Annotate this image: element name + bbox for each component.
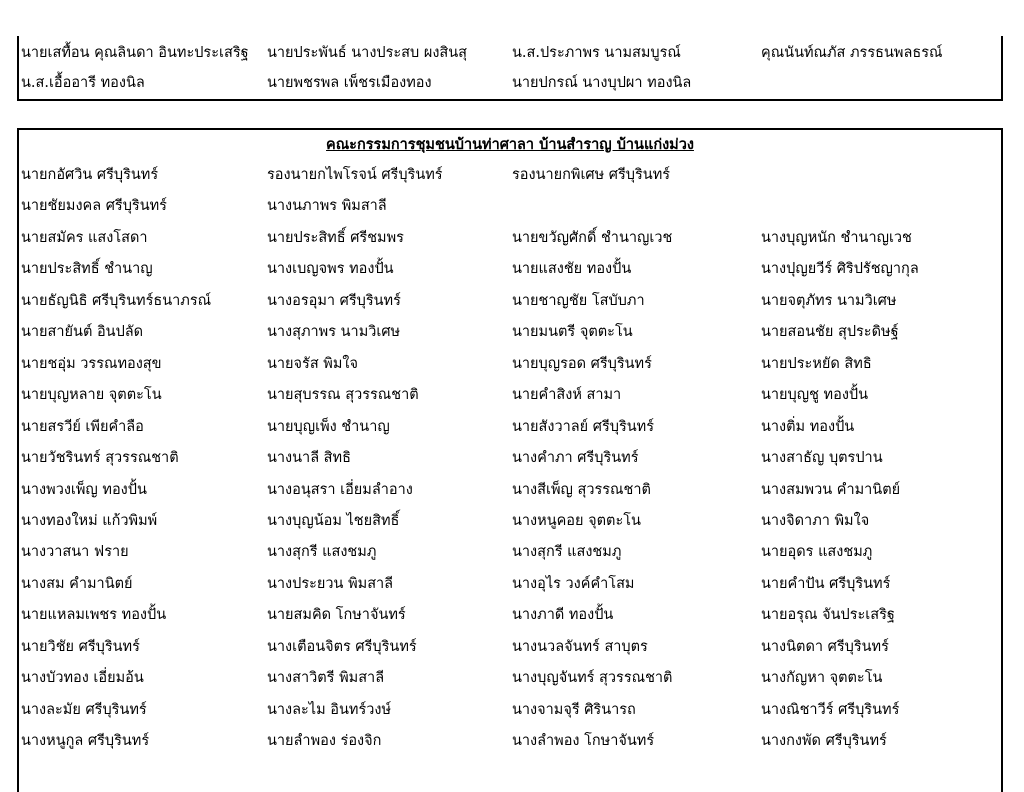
name-cell: นางลำพอง โกษาจันทร์ (512, 733, 655, 750)
name-cell: นายประสิทธิ์ ศรีชมพร (267, 229, 404, 246)
table-row (19, 537, 1001, 567)
name-cell: นายประสิทธิ์ ชำนาญ (21, 261, 153, 278)
name-cell: นางอุไร วงค์คำโสม (512, 575, 635, 592)
name-cell (761, 68, 997, 98)
name-cell: นางสุภาพร นามวิเศษ (267, 324, 401, 341)
name-cell: นายเสทื้อน คุณลินดา อินทะประเสริฐ (21, 45, 249, 61)
table-row (19, 443, 1001, 473)
name-cell: นางจิดาภา พิมใจ (761, 512, 870, 529)
name-cell: นางบัวทอง เอี่ยมอ้น (21, 670, 144, 687)
table-row (19, 569, 1001, 599)
name-cell: นางเตือนจิตร ศรีบุรินทร์ (267, 638, 417, 655)
table-row (19, 663, 1001, 693)
name-cell: นายสรวีย์ เพียคำลือ (21, 418, 144, 435)
name-cell: คุณนันท์ณภัส ภรรธนพลธรณ์ (761, 45, 943, 61)
name-cell: นายวิชัย ศรีบุรินทร์ (21, 638, 140, 655)
name-cell: นายประพันธ์ นางประสบ ผงสินสุ (267, 45, 468, 61)
name-cell: นายมนตรี จุตตะโน (512, 324, 633, 341)
name-cell: นางวาสนา ฟราย (21, 544, 129, 561)
name-cell: นางติ่ม ทองปั้น (761, 418, 855, 435)
committee-table (17, 128, 1003, 792)
table-row (19, 726, 1001, 756)
name-cell: นางกัญหา จุตตะโน (761, 670, 883, 687)
name-cell: นางคำภา ศรีบุรินทร์ (512, 450, 639, 467)
name-cell: นางณิชาวีร์ ศรีบุรินทร์ (761, 701, 900, 718)
table-row (19, 223, 1001, 253)
name-cell: นางสาธัญ บุตรปาน (761, 450, 883, 467)
name-cell: นายคำสิงห์ สามา (512, 387, 622, 404)
name-cell: นางหนูคอย จุตตะโน (512, 512, 641, 529)
name-cell: นายอุดร แสงชมภู (761, 544, 873, 561)
name-cell: นางนิตดา ศรีบุรินทร์ (761, 638, 889, 655)
name-cell: นายแสงชัย ทองปั้น (512, 261, 632, 278)
name-cell: นายบุญรอด ศรีบุรินทร์ (512, 355, 652, 372)
name-cell: นางปุญยวีร์ ศิริปรัชญากุล (761, 261, 919, 278)
name-cell: นางสมพวน คำมานิตย์ (761, 481, 901, 498)
name-cell: นางนวลจันทร์ สาบุตร (512, 638, 648, 655)
name-cell: นายบุญเพ็ง ชำนาญ (267, 418, 390, 435)
name-cell: นายชาญชัย โสบับภา (512, 292, 645, 309)
name-cell: นายจตุภัทร นามวิเศษ (761, 292, 897, 309)
table-row (19, 632, 1001, 662)
name-cell: นางอรอุมา ศรีบุรินทร์ (267, 292, 401, 309)
name-cell: นายจรัส พิมใจ (267, 355, 358, 372)
table-row (19, 380, 1001, 410)
table-row (19, 317, 1001, 347)
name-cell: นายสุบรรณ สุวรรณชาติ (267, 387, 419, 404)
name-cell: นางบุญหนัก ชำนาญเวช (761, 229, 912, 246)
name-cell: นางนาลี สิทธิ (267, 450, 351, 467)
name-cell: นายขวัญศักดิ์ ชำนาญเวช (512, 229, 673, 246)
table-row (19, 191, 1001, 221)
name-cell: น.ส.ประภาพร นามสมบูรณ์ (512, 45, 681, 61)
table-row (19, 68, 1001, 98)
name-cell: นายคำปัน ศรีบุรินทร์ (761, 575, 891, 592)
table-row (19, 349, 1001, 379)
name-cell: นางภาดี ทองปั้น (512, 607, 614, 624)
name-cell: นายวัชรินทร์ สุวรรณชาติ (21, 450, 179, 467)
name-cell: นางประยวน พิมสาลี (267, 575, 394, 592)
name-cell (761, 191, 997, 221)
name-cell: นางเบญจพร ทองปั้น (267, 261, 394, 278)
name-cell: นายชอุ่ม วรรณทองสุข (21, 355, 162, 372)
name-cell: นางละไม อินทร์วงษ์ (267, 701, 392, 718)
name-cell: รองนายกไพโรจน์ ศรีบุรินทร์ (267, 167, 443, 183)
table-row (19, 160, 1001, 190)
name-cell: นายสอนชัย สุประดิษฐ์ (761, 324, 899, 341)
top-names-table (17, 36, 1003, 101)
name-cell: นางสุกรี แสงชมภู (267, 544, 377, 561)
name-cell (761, 160, 997, 190)
table-row (19, 412, 1001, 442)
name-cell: นายประหยัด สิทธิ (761, 355, 872, 372)
name-cell: นายสมัคร แสงโสดา (21, 229, 148, 246)
name-cell: นายสมคิด โกษาจันทร์ (267, 607, 406, 624)
name-cell: รองนายกพิเศษ ศรีบุรินทร์ (512, 167, 671, 183)
name-cell: นางสม คำมานิตย์ (21, 575, 133, 592)
table-row (19, 475, 1001, 505)
name-cell: นางนภาพร พิมสาลี (267, 198, 387, 215)
name-cell: น.ส.เอื้ออารี ทองนิล (21, 75, 145, 91)
name-cell: นายสังวาลย์ ศรีบุรินทร์ (512, 418, 654, 435)
name-cell: นายบุญหลาย จุตตะโน (21, 387, 162, 404)
name-cell: นางละมัย ศรีบุรินทร์ (21, 701, 147, 718)
name-cell (512, 191, 752, 221)
name-cell: นางบุญน้อม ไชยสิทธิ์ (267, 512, 400, 529)
name-cell: นายสายันต์ อินปลัด (21, 324, 144, 341)
name-cell: นายชัยมงคล ศรีบุรินทร์ (21, 198, 167, 215)
name-cell: นางสีเพ็ญ สุวรรณชาติ (512, 481, 651, 498)
name-cell: นายอรุณ จันประเสริฐ (761, 607, 895, 624)
name-cell: นางสุกรี แสงชมภู (512, 544, 622, 561)
table-row (19, 38, 1001, 68)
name-cell: นายพชรพล เพ็ชรเมืองทอง (267, 75, 432, 91)
name-cell: นายบุญชู ทองปั้น (761, 387, 869, 404)
name-cell: นางหนูกูล ศรีบุรินทร์ (21, 733, 150, 750)
name-cell: นางบุญจันทร์ สุวรรณชาติ (512, 670, 673, 687)
table-row (19, 600, 1001, 630)
table-row (19, 254, 1001, 284)
name-cell: นายลำพอง ร่องจิก (267, 733, 382, 750)
name-cell: นางพวงเพ็ญ ทองปั้น (21, 481, 147, 498)
name-cell: นายธัญนิธิ ศรีบุรินทร์ธนาภรณ์ (21, 292, 212, 309)
table-row (19, 506, 1001, 536)
name-cell: นายกอัศวิน ศรีบุรินทร์ (21, 167, 159, 183)
table-row (19, 286, 1001, 316)
table-row (19, 695, 1001, 725)
name-cell: นางกงพัด ศรีบุรินทร์ (761, 733, 887, 750)
committee-title: คณะกรรมการชุมชนบ้านท่าศาลา บ้านสำราญ บ้านแก่งม่วง (326, 136, 694, 153)
name-cell: นายปกรณ์ นางบุปผา ทองนิล (512, 75, 692, 91)
name-cell: นางอนุสรา เอี่ยมลำอาง (267, 481, 413, 498)
name-cell: นางจามจุรี ศิรินารถ (512, 701, 636, 718)
name-cell: นางทองใหม่ แก้วพิมพ์ (21, 512, 158, 529)
name-cell: นางสาวิตรี พิมสาลี (267, 670, 385, 687)
name-cell: นายแหลมเพชร ทองปั้น (21, 607, 167, 624)
